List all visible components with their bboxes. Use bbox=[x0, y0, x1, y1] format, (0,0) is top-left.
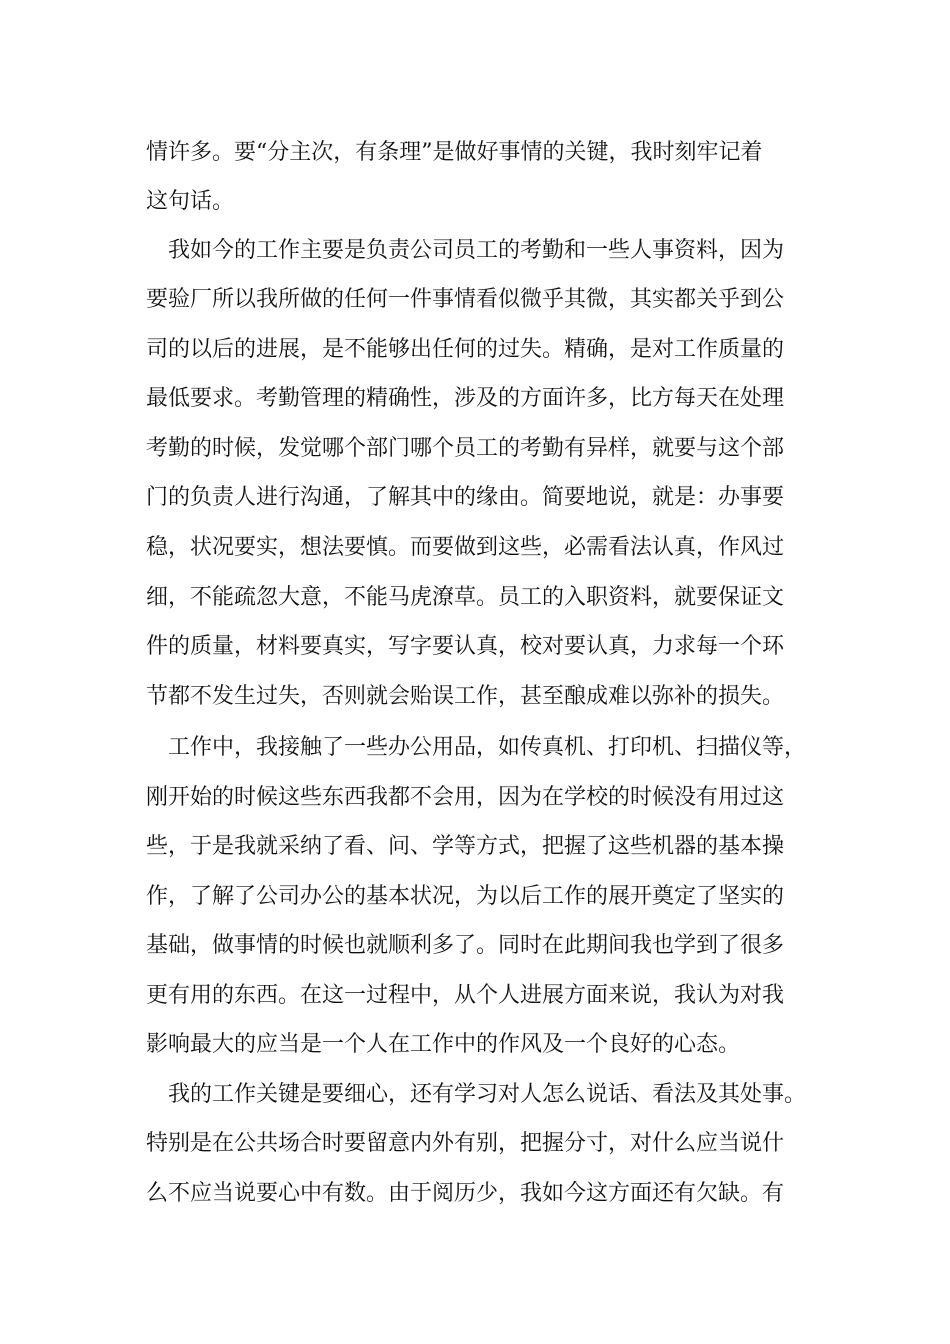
text-line: 稳，状况要实，想法要慎。而要做到这些，必需看法认真，作风过 bbox=[146, 535, 785, 560]
text-line: 这句话。 bbox=[146, 189, 235, 214]
paragraph-start-line: 我的工作关键是要细心，还有学习对人怎么说话、看法及其处事。 bbox=[168, 1082, 807, 1107]
text-line: 些，于是我就采纳了看、问、学等方式，把握了这些机器的基本操 bbox=[146, 834, 785, 859]
paragraph-start-line: 我如今的工作主要是负责公司员工的考勤和一些人事资料，因为 bbox=[168, 238, 785, 263]
text-line: 特别是在公共场合时要留意内外有别，把握分寸，对什么应当说什 bbox=[146, 1131, 785, 1156]
paragraph-start-line: 工作中，我接触了一些办公用品，如传真机、打印机、扫描仪等， bbox=[168, 735, 807, 760]
text-line: 作，了解了公司办公的基本状况，为以后工作的展开奠定了坚实的 bbox=[146, 884, 785, 909]
text-line: 细，不能疏忽大意，不能马虎潦草。员工的入职资料，就要保证文 bbox=[146, 585, 785, 610]
text-line: 件的质量，材料要真实，写字要认真，校对要认真，力求每一个环 bbox=[146, 634, 785, 659]
text-line: 情许多。要“分主次，有条理”是做好事情的关键，我时刻牢记着 bbox=[146, 140, 763, 165]
text-line: 要验厂所以我所做的任何一件事情看似微乎其微，其实都关乎到公 bbox=[146, 287, 785, 312]
text-line: 刚开始的时候这些东西我都不会用，因为在学校的时候没有用过这 bbox=[146, 785, 785, 810]
text-line: 门的负责人进行沟通，了解其中的缘由。简要地说，就是：办事要 bbox=[146, 485, 785, 510]
text-line: 司的以后的进展，是不能够出任何的过失。精确，是对工作质量的 bbox=[146, 337, 785, 362]
text-line: 基础，做事情的时候也就顺利多了。同时在此期间我也学到了很多 bbox=[146, 933, 785, 958]
text-line: 节都不发生过失，否则就会贻误工作，甚至酿成难以弥补的损失。 bbox=[146, 684, 785, 709]
text-line: 考勤的时候，发觉哪个部门哪个员工的考勤有异样，就要与这个部 bbox=[146, 436, 785, 461]
text-line: 更有用的东西。在这一过程中，从个人进展方面来说，我认为对我 bbox=[146, 983, 785, 1008]
text-line: 么不应当说要心中有数。由于阅历少，我如今这方面还有欠缺。有 bbox=[146, 1181, 785, 1206]
text-line: 最低要求。考勤管理的精确性，涉及的方面许多，比方每天在处理 bbox=[146, 386, 785, 411]
text-line: 影响最大的应当是一个人在工作中的作风及一个良好的心态。 bbox=[146, 1032, 741, 1057]
